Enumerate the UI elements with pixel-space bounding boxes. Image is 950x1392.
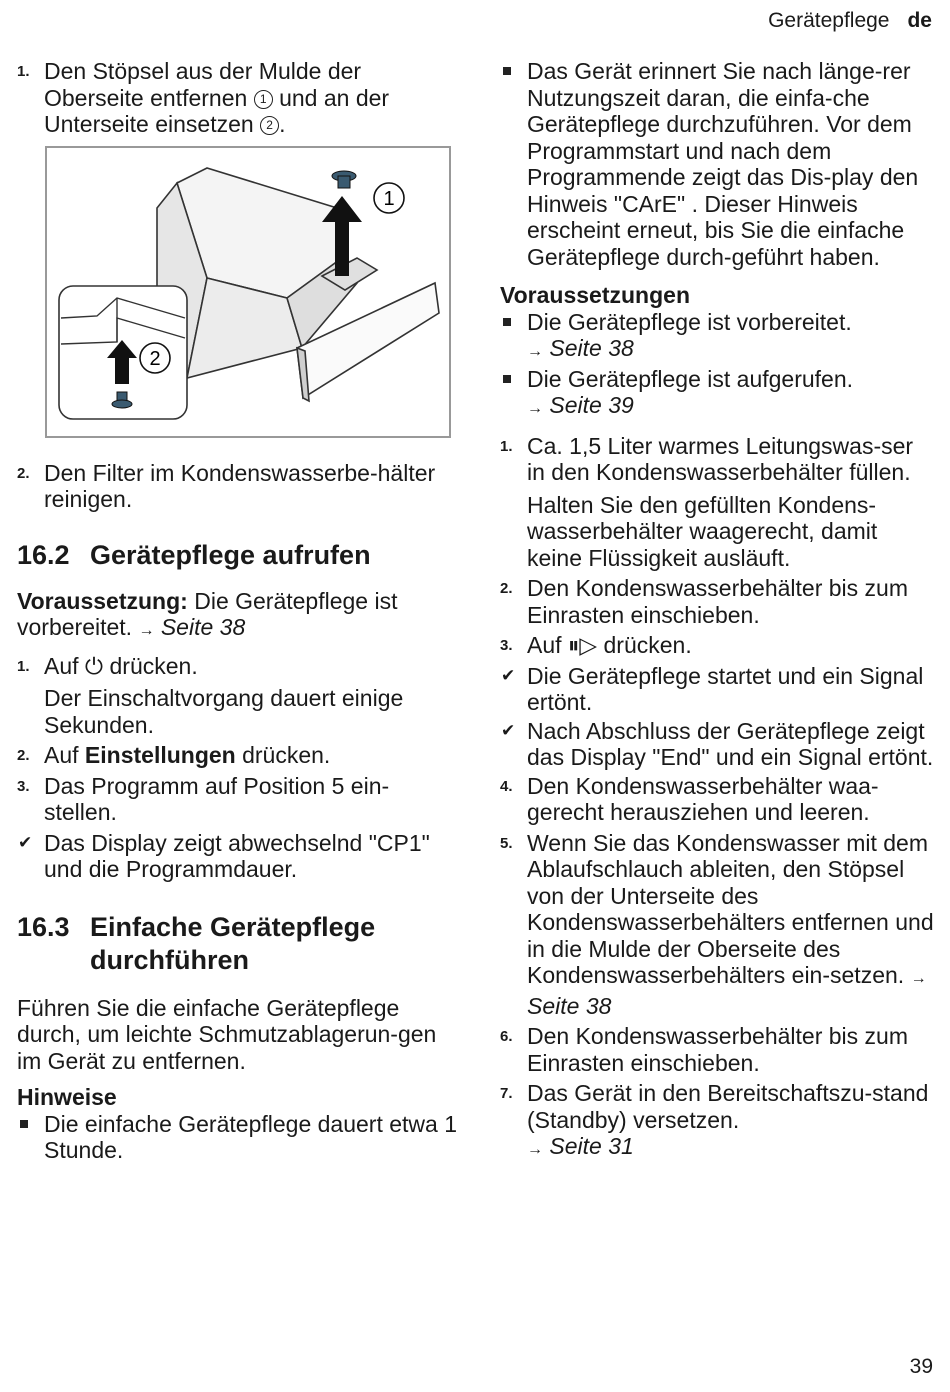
step-6	[500, 1023, 936, 1076]
step-3	[17, 773, 457, 826]
page-reference[interactable]	[527, 335, 634, 361]
prerequisite-item	[500, 309, 936, 366]
section-number: 16.3	[17, 911, 70, 942]
settings-label: Einstellungen	[84, 742, 236, 768]
drawer-illustration	[45, 146, 451, 438]
step-text: Den Filter im Kondenswasserbe-hälter reinigen.	[44, 459, 436, 512]
step-4	[500, 773, 936, 826]
section-title: Einfache Gerätepflege	[90, 911, 376, 942]
note-item: Die einfache Gerätepflege dauert etwa 1 Stunde.	[17, 1111, 457, 1164]
step-text: Den Kondenswasserbehälter bis zum Einrasten einschieben.	[527, 1023, 908, 1076]
power-icon: ⏻	[84, 652, 104, 679]
circled-number-1: 1	[254, 90, 273, 109]
check-icon: ✔	[501, 720, 516, 740]
prerequisite	[17, 588, 457, 645]
start-pause-icon: ⏸▷	[567, 632, 598, 658]
step-number: 1.	[17, 63, 30, 80]
step-text: Den Kondenswasserbehälter waa-gerecht herausziehen und leeren.	[527, 772, 879, 825]
step-text: Ca. 1,5 Liter warmes Leitungswas-ser in den Kondenswasserbehälter füllen.	[527, 432, 914, 485]
result-text: Die Gerätepflege startet und ein Signal ertönt.	[527, 662, 924, 715]
step-number: 3.	[17, 777, 30, 795]
section-16-3-heading	[17, 911, 457, 977]
result-item	[17, 830, 457, 883]
section-16-2-heading	[17, 539, 457, 572]
reference-text: Seite 39	[549, 392, 634, 418]
step-number: 1.	[500, 437, 513, 455]
arrow-icon: →	[910, 970, 927, 987]
step-text: drücken.	[242, 742, 331, 768]
step-number: 3.	[500, 637, 513, 654]
arrow-icon: →	[138, 622, 155, 639]
prerequisite-label: Voraussetzung:	[17, 587, 188, 614]
figure-label-2: 2	[149, 347, 161, 370]
step-number: 2.	[17, 464, 30, 482]
header-lang: de	[907, 9, 932, 32]
left-column	[17, 58, 457, 1164]
step-number: 7.	[500, 1085, 513, 1102]
step-1-note: Halten Sie den gefüllten Kondens-wasserbehälter waagerecht, damit keine Flüssigkeit ausläuft.	[527, 491, 878, 571]
prerequisite-text: Die Gerätepflege ist vorbereitet.	[527, 308, 852, 335]
prerequisite-text: Die Gerätepflege ist aufgerufen.	[527, 365, 854, 392]
arrow-icon: →	[527, 400, 543, 417]
step-7	[500, 1080, 936, 1164]
arrow-icon: →	[527, 1141, 543, 1158]
check-icon: ✔	[501, 665, 516, 685]
step-text: Den Stöpsel aus der Mulde der Oberseite entfernen	[44, 58, 362, 111]
step-number: 2.	[17, 747, 30, 764]
prerequisite-text: Die Gerätepflege ist vorbereitet.	[17, 587, 398, 640]
page-reference[interactable]	[527, 1133, 634, 1159]
step-1-note: Der Einschaltvorgang dauert einige Sekunden.	[44, 685, 404, 738]
step-text: Auf	[44, 742, 79, 768]
notes-heading: Hinweise	[17, 1084, 117, 1110]
result-text: Das Display zeigt abwechselnd "CP1" und die Programmdauer.	[44, 829, 430, 882]
result-text: Nach Abschluss der Gerätepflege zeigt das Display "End" und ein Signal ertönt.	[527, 717, 934, 770]
check-icon: ✔	[18, 832, 33, 852]
step-2	[17, 460, 457, 513]
header-section: Gerätepflege	[768, 9, 890, 32]
step-text: Auf	[527, 632, 562, 658]
reference-text: Seite 38	[527, 992, 612, 1019]
step-text: drücken.	[109, 652, 198, 679]
reference-text: Seite 31	[549, 1133, 634, 1159]
step-text-end: .	[279, 111, 286, 137]
step-3	[500, 632, 936, 659]
step-number: 2.	[500, 580, 513, 597]
step-number: 5.	[500, 834, 513, 852]
intro-paragraph: Führen Sie die einfache Gerätepflege durch, um leichte Schmutzablagerun-gen im Gerät zu entfernen.	[17, 994, 437, 1074]
step-1	[17, 58, 457, 138]
result-item	[500, 663, 936, 716]
step-number: 1.	[17, 657, 30, 675]
section-title-line2: durchführen	[90, 944, 249, 975]
page-reference[interactable]	[138, 614, 245, 640]
step-number: 6.	[500, 1028, 513, 1045]
result-item	[500, 718, 936, 771]
step-5	[500, 830, 936, 1020]
reference-text: Seite 38	[160, 614, 246, 640]
step-text: und an der Unterseite einsetzen	[44, 84, 390, 137]
step-2	[500, 575, 936, 628]
step-text: Den Kondenswasserbehälter bis zum Einrasten einschieben.	[527, 575, 908, 628]
step-text: Auf	[44, 652, 79, 679]
circled-number-2: 2	[260, 116, 279, 135]
page-reference[interactable]	[527, 392, 634, 418]
step-text: drücken.	[603, 632, 692, 658]
note-item: Das Gerät erinnert Sie nach länge-rer Nutzungszeit daran, die einfa-che Gerätepflege durchzuführen. Vor dem Programmstart und nach dem Programmende zeigt das Dis-play den Hinweis "CArE" . Dieser Hinweis erscheint erneut, bis Sie die einfache Gerätepflege durch-geführt haben.	[500, 58, 936, 270]
step-text: Wenn Sie das Kondenswasser mit dem Ablaufschlauch ableiten, den Stöpsel von der Unterseite des Kondenswasserbehälters entfernen und in die Mulde der Oberseite des Kondenswasserbehälters ein-setzen.	[527, 829, 934, 988]
step-text: Das Gerät in den Bereitschaftszu-stand (Standby) versetzen.	[527, 1080, 929, 1133]
section-title: Gerätepflege aufrufen	[90, 539, 371, 570]
page-number: 39	[909, 1354, 933, 1378]
right-column	[500, 58, 936, 1168]
step-1	[500, 433, 936, 486]
section-number: 16.2	[17, 539, 70, 570]
page-header	[768, 8, 932, 35]
prerequisites-heading: Voraussetzungen	[500, 282, 690, 308]
step-2	[17, 742, 457, 769]
drawer-drawing	[47, 148, 449, 436]
prerequisite-item	[500, 366, 936, 423]
figure-label-1: 1	[383, 187, 395, 210]
reference-text: Seite 38	[549, 335, 634, 361]
arrow-icon: →	[527, 343, 543, 360]
step-text: Das Programm auf Position 5 ein-stellen.	[44, 772, 390, 825]
step-1	[17, 653, 457, 680]
step-number: 4.	[500, 777, 513, 795]
